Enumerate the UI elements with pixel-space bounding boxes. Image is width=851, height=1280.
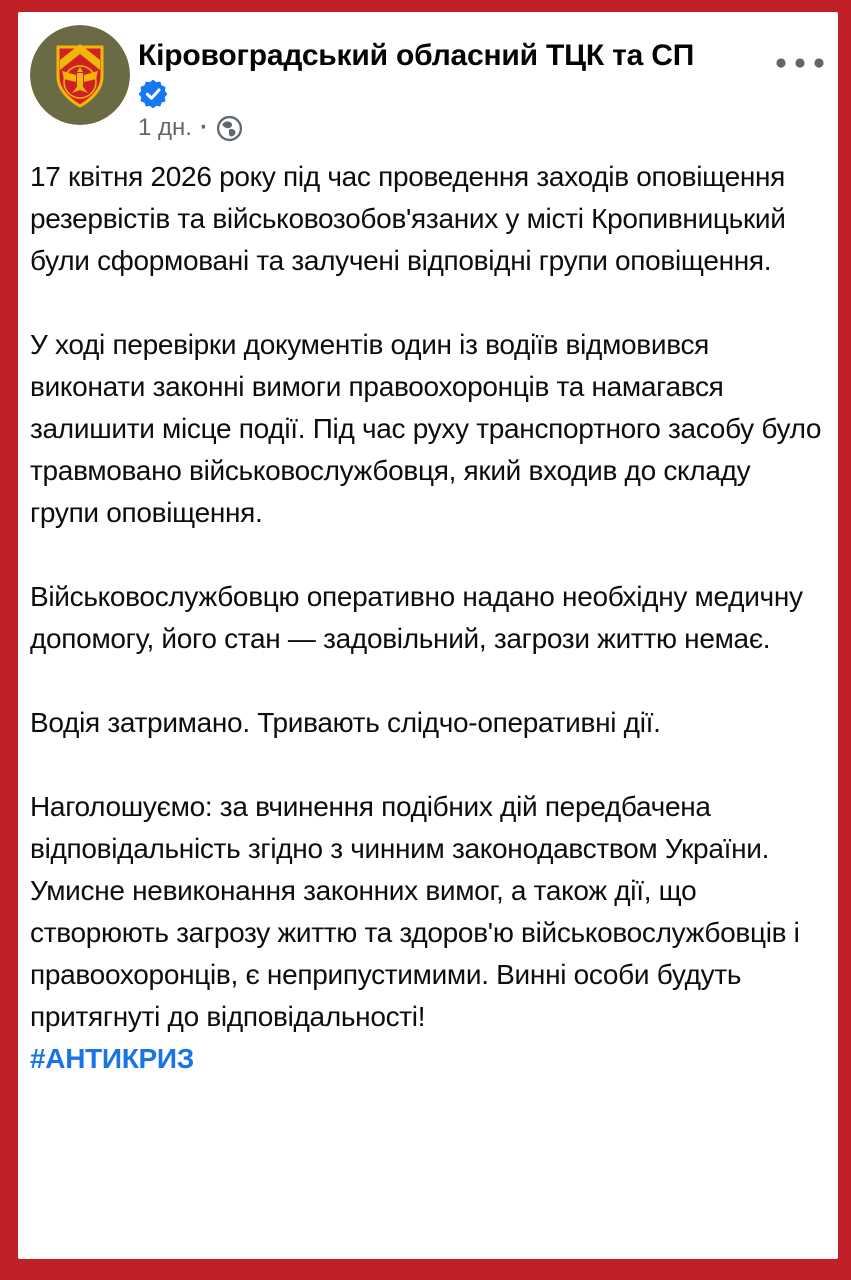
page-name[interactable]: Кіровоградський обласний ТЦК та СП: [138, 39, 695, 72]
facebook-post-card: [18, 12, 838, 1259]
ellipsis-icon: [776, 58, 824, 68]
verified-badge-icon: [138, 79, 168, 109]
hashtag-line: [30, 1038, 824, 1080]
post-paragraph: Водія затримано. Тривають слідчо-оперативні дії.: [30, 707, 661, 738]
badge-row: [138, 79, 768, 109]
meta-separator: ·: [199, 114, 208, 141]
more-options-button[interactable]: [768, 25, 824, 73]
unit-emblem-icon: [30, 25, 130, 125]
hashtag-link[interactable]: #АНТИКРИЗ: [30, 1043, 194, 1074]
header-text: [138, 25, 768, 142]
post-paragraph: 17 квітня 2026 року під час проведення заходів оповіщення резервістів та військовозобов'язаних у місті Кропивницький були сформовані та залучені відповідні групи оповіщення.: [30, 161, 786, 276]
post-body: [30, 156, 824, 1080]
post-paragraph: У ході перевірки документів один із водіїв відмовився виконати законні вимоги правоохоронців та намагався залишити місце події. Під час руху транспортного засобу було травмовано військовослужбовця, який входив до складу групи оповіщення.: [30, 329, 822, 528]
globe-icon: [216, 115, 243, 142]
meta-row: [138, 114, 768, 142]
post-paragraph: Військовослужбовцю оперативно надано необхідну медичну допомогу, його стан — задовільний, загрози життю немає.: [30, 581, 803, 654]
timestamp[interactable]: 1 дн.: [138, 114, 192, 141]
avatar[interactable]: [30, 25, 130, 125]
post-header: [30, 25, 824, 142]
post-paragraph: Наголошуємо: за вчинення подібних дій передбачена відповідальність згідно з чинним законодавством України. Умисне невиконання законних вимог, а також дії, що створюють загрозу життю та здоров'ю військовослужбовців і правоохоронців, є неприпустимими. Винні особи будуть притягнуті до відповідальності!: [30, 791, 800, 1032]
